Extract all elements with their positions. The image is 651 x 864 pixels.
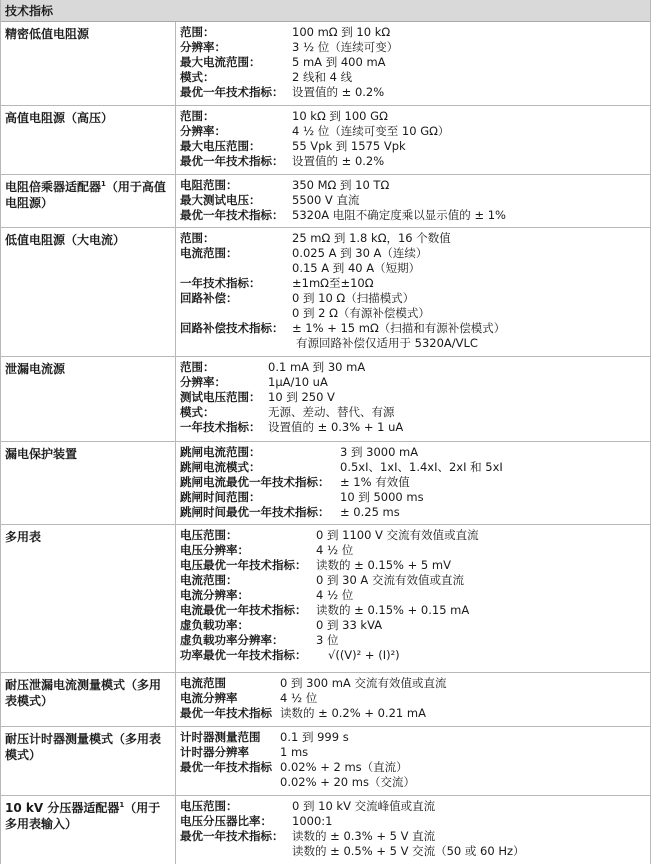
spec-value: 25 mΩ 到 1.8 kΩ，16 个数值	[292, 231, 451, 245]
spec-row	[180, 528, 650, 543]
spec-value: 有源回路补偿仅适用于 5320A/VLC	[296, 336, 478, 350]
spec-row	[180, 193, 650, 208]
spec-label: 回路补偿技术指标：	[180, 321, 284, 335]
spec-label: 电阻范围：	[180, 178, 238, 192]
spec-row	[180, 460, 650, 475]
spec-label: 测试电压范围：	[180, 390, 261, 404]
spec-label: 范围：	[180, 360, 215, 374]
spec-row	[180, 445, 650, 460]
spec-row	[180, 25, 650, 40]
spec-row	[180, 85, 650, 100]
spec-value: 无源、差动、替代、有源	[268, 405, 395, 419]
section-body	[176, 22, 650, 105]
section-title-text: 高值电阻源（高压）	[5, 111, 114, 125]
spec-row	[180, 799, 650, 814]
section-body	[176, 357, 650, 441]
spec-row	[180, 676, 650, 691]
spec-value: 1000:1	[292, 814, 333, 828]
spec-label: 最大电压范围：	[180, 139, 261, 153]
spec-label: 跳闸电流模式：	[180, 460, 261, 474]
spec-label: 最优一年技术指标：	[180, 85, 284, 99]
spec-value: 5500 V 直流	[292, 193, 360, 207]
section-title-text: 精密低值电阻源	[5, 27, 90, 41]
spec-label: 一年技术指标：	[180, 420, 261, 434]
table-header	[1, 0, 650, 22]
spec-value: 0 到 300 mA 交流有效值或直流	[280, 676, 447, 690]
spec-value: 0.025 A 到 30 A（连续）	[292, 246, 428, 260]
spec-label: 分辨率：	[180, 40, 226, 54]
spec-row	[180, 420, 650, 435]
spec-label: 范围：	[180, 231, 215, 245]
spec-row	[180, 231, 650, 246]
section-title-text: 泄漏电流源	[5, 362, 66, 376]
section-title-text: 耐压计时器测量模式（多用表模式）	[5, 732, 162, 762]
spec-value: ±1mΩ至±10Ω	[292, 276, 374, 290]
spec-value: 10 到 5000 ms	[340, 490, 424, 504]
spec-label: 模式：	[180, 405, 215, 419]
spec-label: 一年技术指标：	[180, 276, 261, 290]
spec-value: 55 Vpk 到 1575 Vpk	[292, 139, 406, 153]
section-body	[176, 106, 650, 174]
spec-label	[180, 261, 292, 276]
spec-row	[180, 745, 650, 760]
spec-value: 0 到 30 A 交流有效值或直流	[316, 573, 464, 587]
section-title-text: 电阻倍乘器适配器	[5, 180, 102, 194]
spec-row	[180, 360, 650, 375]
spec-label: 功率最优一年技术指标：	[180, 648, 307, 662]
section-title-text: 低值电阻源（大电流）	[5, 233, 126, 247]
spec-value: ± 1% + 15 mΩ（扫描和有源补偿模式）	[292, 321, 506, 335]
spec-value: 1μA/10 uA	[268, 375, 328, 389]
spec-row	[180, 475, 650, 490]
spec-label: 最优一年技术指标：	[180, 208, 284, 222]
spec-label: 电压分压器比率：	[180, 814, 272, 828]
spec-row	[180, 730, 650, 745]
spec-value: 0 到 2 Ω（有源补偿模式）	[292, 306, 430, 320]
spec-label: 跳闸电流范围：	[180, 445, 261, 459]
spec-value: ± 0.25 ms	[340, 505, 400, 519]
spec-row	[180, 139, 650, 154]
section-title-text: 耐压泄漏电流测量模式（多用表模式）	[5, 678, 162, 708]
spec-label: 范围：	[180, 109, 215, 123]
spec-label: 最优一年技术指标	[180, 706, 272, 720]
spec-row	[180, 505, 650, 520]
section-body	[176, 673, 650, 726]
spec-section	[1, 106, 650, 175]
section-title	[1, 442, 176, 524]
section-body	[176, 727, 650, 795]
spec-label: 电压范围：	[180, 799, 238, 813]
spec-label: 电压范围：	[180, 528, 238, 542]
spec-row	[180, 775, 650, 790]
spec-label: 虚负载功率分辨率：	[180, 633, 284, 647]
spec-label: 跳闸时间范围：	[180, 490, 261, 504]
spec-value: 读数的 ± 0.15% + 0.15 mA	[316, 603, 470, 617]
spec-label: 电流范围：	[180, 246, 238, 260]
spec-value: 0 到 10 kV 交流峰值或直流	[292, 799, 436, 813]
section-title-suffix: （用于高值电阻源）	[5, 180, 166, 210]
spec-value: 读数的 ± 0.2% + 0.21 mA	[280, 706, 426, 720]
spec-value: 1 ms	[280, 745, 309, 759]
spec-value: 3 位	[316, 633, 339, 647]
spec-value: 4 ½ 位	[280, 691, 318, 705]
section-title	[1, 727, 176, 795]
section-title	[1, 106, 176, 174]
section-title-suffix: （用于多用表输入）	[5, 801, 161, 831]
spec-label: 最优一年技术指标：	[180, 154, 284, 168]
spec-value: 设置值的 ± 0.2%	[292, 85, 385, 99]
spec-label: 电流分辨率	[180, 691, 238, 705]
spec-row	[180, 603, 650, 618]
section-title-text: 10 kV 分压器适配器	[5, 801, 120, 815]
spec-label: 电流最优一年技术指标：	[180, 603, 307, 617]
spec-value: 5320A 电阻不确定度乘以显示值的 ± 1%	[292, 208, 506, 222]
spec-row	[180, 154, 650, 169]
section-title	[1, 357, 176, 441]
spec-row	[180, 261, 650, 276]
spec-row	[180, 558, 650, 573]
spec-label: 回路补偿：	[180, 291, 238, 305]
spec-section	[1, 796, 650, 864]
spec-row	[180, 208, 650, 223]
spec-section	[1, 357, 650, 442]
spec-label: 最大电流范围：	[180, 55, 261, 69]
spec-value: 0 到 1100 V 交流有效值或直流	[316, 528, 479, 542]
spec-row	[180, 70, 650, 85]
spec-row	[180, 375, 650, 390]
spec-value: 3 ½ 位（连续可变）	[292, 40, 399, 54]
spec-row	[180, 276, 650, 291]
spec-section	[1, 727, 650, 796]
spec-label: 电流分辨率：	[180, 588, 249, 602]
spec-row	[180, 246, 650, 261]
spec-value: 4 ½ 位	[316, 588, 354, 602]
spec-row	[180, 648, 650, 663]
spec-value: 读数的 ± 0.5% + 5 V 交流（50 或 60 Hz）	[292, 844, 525, 858]
spec-label	[180, 306, 292, 321]
section-title	[1, 525, 176, 672]
spec-label: 模式：	[180, 70, 215, 84]
spec-row	[180, 55, 650, 70]
spec-row	[180, 618, 650, 633]
section-body	[176, 796, 650, 864]
spec-value: 4 ½ 位（连续可变至 10 GΩ）	[292, 124, 450, 138]
spec-row	[180, 691, 650, 706]
spec-section	[1, 673, 650, 727]
spec-value: 0.1 mA 到 30 mA	[268, 360, 366, 374]
spec-row	[180, 490, 650, 505]
spec-section	[1, 525, 650, 673]
spec-label: 最优一年技术指标：	[180, 829, 284, 843]
spec-label	[180, 775, 280, 790]
spec-label: 范围：	[180, 25, 215, 39]
spec-value: 350 MΩ 到 10 TΩ	[292, 178, 390, 192]
spec-label: 分辨率：	[180, 124, 226, 138]
spec-value: 0.02% + 2 ms（直流）	[280, 760, 408, 774]
spec-label: 电压分辨率：	[180, 543, 249, 557]
spec-row	[180, 40, 650, 55]
spec-value: 10 到 250 V	[268, 390, 335, 404]
section-body	[176, 525, 650, 672]
spec-row	[180, 306, 650, 321]
spec-section	[1, 228, 650, 357]
spec-row	[180, 543, 650, 558]
section-title	[1, 673, 176, 726]
section-title	[1, 228, 176, 356]
spec-value: 设置值的 ± 0.3% + 1 uA	[268, 420, 404, 434]
spec-value: 2 线和 4 线	[292, 70, 353, 84]
spec-row	[180, 588, 650, 603]
spec-value: 0.02% + 20 ms（交流）	[280, 775, 415, 789]
section-title-text: 多用表	[5, 530, 42, 544]
spec-row	[180, 390, 650, 405]
spec-row	[180, 633, 650, 648]
spec-label: 计时器分辨率	[180, 745, 249, 759]
spec-value: √((V)² + (I)²)	[328, 648, 400, 662]
spec-value: 读数的 ± 0.15% + 5 mV	[316, 558, 451, 572]
spec-label: 跳闸电流最优一年技术指标：	[180, 475, 330, 489]
spec-row	[180, 829, 650, 844]
spec-row	[180, 291, 650, 306]
spec-value: 0.5xI、1xI、1.4xI、2xI 和 5xI	[340, 460, 503, 474]
sections-container	[1, 22, 650, 864]
section-body	[176, 442, 650, 524]
spec-label: 最优一年技术指标	[180, 760, 272, 774]
spec-section	[1, 175, 650, 228]
spec-label: 电压最优一年技术指标：	[180, 558, 307, 572]
spec-row	[180, 321, 650, 336]
spec-label: 虚负载功率：	[180, 618, 249, 632]
spec-row	[180, 573, 650, 588]
spec-label: 分辨率：	[180, 375, 226, 389]
spec-value: 0.15 A 到 40 A（短期）	[292, 261, 421, 275]
section-body	[176, 175, 650, 227]
spec-value: ± 1% 有效值	[340, 475, 410, 489]
spec-row	[180, 405, 650, 420]
spec-value: 4 ½ 位	[316, 543, 354, 557]
spec-label: 电流范围：	[180, 573, 238, 587]
section-body	[176, 228, 650, 356]
section-title-text: 漏电保护装置	[5, 447, 78, 461]
spec-label: 最大测试电压：	[180, 193, 261, 207]
spec-value: 100 mΩ 到 10 kΩ	[292, 25, 391, 39]
spec-label: 电流范围	[180, 676, 226, 690]
spec-label	[180, 844, 292, 859]
spec-value: 0.1 到 999 s	[280, 730, 349, 744]
spec-value: 10 kΩ 到 100 GΩ	[292, 109, 388, 123]
spec-label: 跳闸时间最优一年技术指标：	[180, 505, 330, 519]
spec-value: 0 到 33 kVA	[316, 618, 383, 632]
spec-value: 设置值的 ± 0.2%	[292, 154, 385, 168]
footnote-marker: 1	[101, 180, 106, 188]
spec-row	[180, 760, 650, 775]
section-title	[1, 175, 176, 227]
spec-row	[180, 814, 650, 829]
spec-value: 3 到 3000 mA	[340, 445, 419, 459]
spec-value: 5 mA 到 400 mA	[292, 55, 386, 69]
spec-label	[180, 336, 292, 351]
spec-row	[180, 124, 650, 139]
spec-row	[180, 178, 650, 193]
spec-label: 计时器测量范围	[180, 730, 261, 744]
section-title	[1, 796, 176, 864]
spec-section	[1, 442, 650, 525]
spec-row	[180, 109, 650, 124]
spec-row	[180, 336, 650, 351]
spec-row	[180, 844, 650, 859]
section-title	[1, 22, 176, 105]
table-header-title: 技术指标	[5, 4, 54, 18]
spec-section	[1, 22, 650, 106]
spec-row	[180, 706, 650, 721]
spec-value: 0 到 10 Ω（扫描模式）	[292, 291, 415, 305]
spec-value: 读数的 ± 0.3% + 5 V 直流	[292, 829, 436, 843]
footnote-marker: 1	[119, 801, 125, 809]
